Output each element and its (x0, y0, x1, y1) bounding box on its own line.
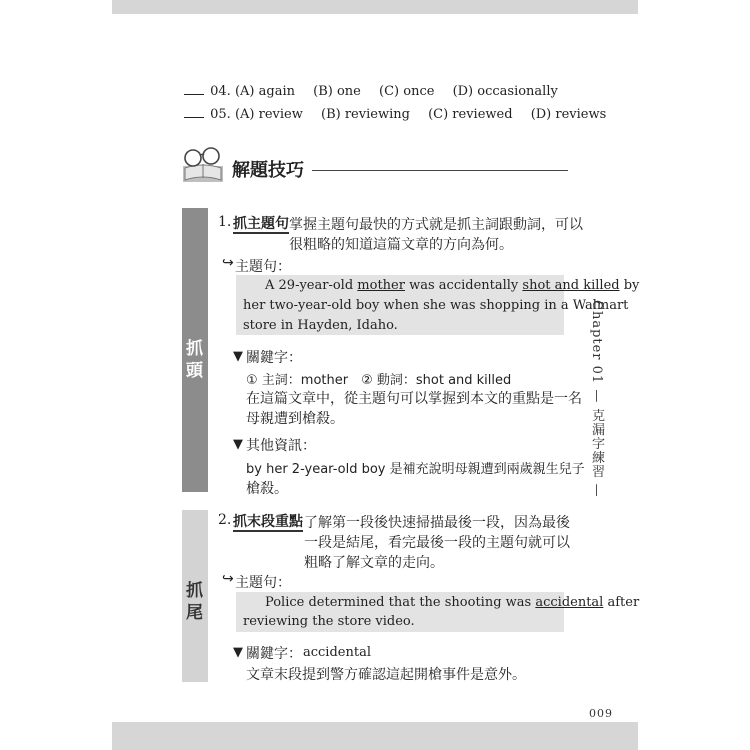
part1-other-line-2: 槍殺。 (246, 481, 288, 497)
part2-keywords-note: 文章末段提到警方確認這起開槍事件是意外。 (246, 667, 526, 683)
part2-quote-line2: reviewing the store video. (243, 614, 415, 629)
return-arrow-icon: ↪ (222, 571, 234, 587)
option-c: (C) reviewed (428, 107, 513, 122)
option-a: (A) again (234, 84, 295, 99)
part2-number: 2. (218, 512, 232, 528)
part1-quote-line1: A 29-year-old mother was accidentally shot and killed by (265, 278, 640, 293)
question-number: 04. (210, 84, 231, 99)
part2-label: 抓末段重點 (233, 514, 303, 530)
part1-desc-2: 很粗略的知道這篇文章的方向為何。 (289, 237, 513, 253)
keyword-highlight: accidental (535, 595, 604, 610)
option-a: (A) review (234, 107, 303, 122)
triangle-bullet-icon: ▼ (233, 645, 243, 660)
triangle-bullet-icon: ▼ (233, 349, 243, 364)
tab-head-label-1: 抓 (186, 339, 203, 359)
part1-label: 抓主題句 (233, 216, 289, 232)
option-b: (B) reviewing (321, 107, 410, 122)
part1-keywords-label: 關鍵字： (246, 350, 302, 366)
section-title: 解題技巧 (232, 160, 304, 181)
part1-keywords-line: ① 主詞：mother ② 動詞：shot and killed (246, 373, 512, 388)
subject-highlight: mother (357, 278, 405, 293)
part1-desc-1: 掌握主題句最快的方式就是抓主詞跟動詞，可以 (289, 217, 583, 233)
tab-tail-label-1: 抓 (186, 581, 203, 601)
verb-highlight: shot and killed (522, 278, 620, 293)
heading-rule (312, 170, 568, 171)
part1-quote-line3: store in Hayden, Idaho. (243, 318, 398, 333)
bottom-gray-bar (112, 722, 638, 750)
part2-desc-2: 一段是結尾，看完最後一段的主題句就可以 (304, 535, 570, 551)
answer-blank (184, 82, 204, 95)
part1-number: 1. (218, 214, 232, 230)
answer-blank (184, 105, 204, 118)
part2-topic-label: 主題句： (235, 575, 291, 591)
option-d: (D) reviews (530, 107, 607, 122)
question-number: 05. (210, 107, 231, 122)
part2-keywords-value: accidental (303, 645, 371, 660)
part2-desc-1: 了解第一段後快速掃描最後一段，因為最後 (304, 515, 570, 531)
option-d: (D) occasionally (452, 84, 558, 99)
part1-keywords-note-2: 母親遭到槍殺。 (246, 411, 344, 427)
part1-topic-label: 主題句： (235, 259, 291, 275)
part1-other-label: 其他資訊： (246, 438, 316, 454)
part2-quote-line1: Police determined that the shooting was accidental after (265, 595, 640, 610)
part2-keywords-label: 關鍵字： (246, 646, 302, 662)
chapter-side-label: Chapter 01 — 克漏字練習 — (589, 300, 604, 498)
tab-tail-label-2: 尾 (186, 603, 203, 623)
triangle-bullet-icon: ▼ (233, 437, 243, 452)
glasses-book-icon (181, 144, 225, 186)
top-gray-bar (112, 0, 638, 14)
page-number: 009 (589, 707, 613, 720)
option-c: (C) once (379, 84, 435, 99)
tab-head-label-2: 頭 (186, 361, 203, 381)
part1-keywords-note-1: 在這篇文章中，從主題句可以掌握到本文的重點是一名 (246, 391, 582, 407)
part1-other-line-1: by her 2-year-old boy 是補充說明母親遭到兩歲親生兒子 (246, 462, 585, 477)
question-04 (184, 82, 558, 99)
part1-quote-line2: her two-year-old boy when she was shopping in a Walmart (243, 298, 629, 313)
return-arrow-icon: ↪ (222, 255, 234, 271)
question-05 (184, 105, 606, 122)
option-b: (B) one (313, 84, 361, 99)
part2-desc-3: 粗略了解文章的走向。 (304, 555, 444, 571)
